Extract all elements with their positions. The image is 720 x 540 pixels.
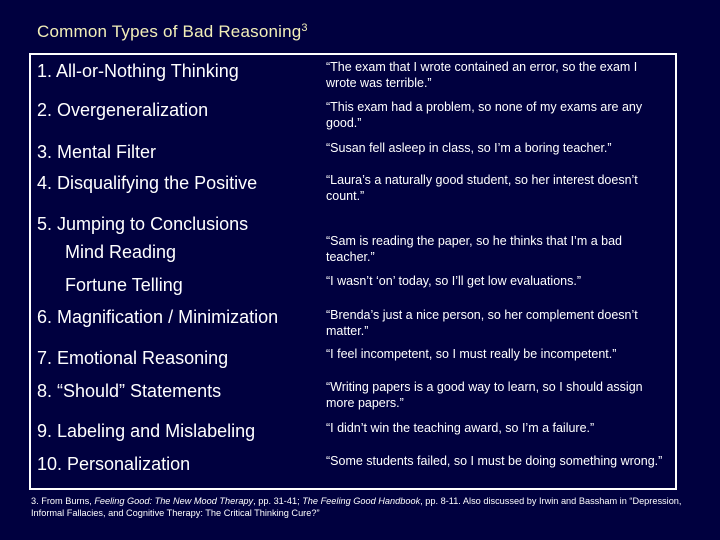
term-disqualifying-positive: 4. Disqualifying the Positive <box>37 173 258 193</box>
example-personalization: “Some students failed, so I must be doing something wrong.” <box>326 454 663 468</box>
term-fortune-telling: Fortune Telling <box>65 275 183 295</box>
example-all-or-nothing: “The exam that I wrote contained an error, so the exam I wrote was terrible.” <box>326 60 638 90</box>
example-disqualifying-positive: “Laura’s a naturally good student, so her interest doesn’t count.” <box>326 173 638 203</box>
example-emotional-reasoning: “I feel incompetent, so I must really be incompetent.” <box>326 347 617 361</box>
example-mind-reading: “Sam is reading the paper, so he thinks that I’m a bad teacher.” <box>326 234 623 264</box>
term-mind-reading: Mind Reading <box>65 242 177 262</box>
term-all-or-nothing: 1. All-or-Nothing Thinking <box>37 61 239 81</box>
footnote-part3: , pp. 8-11. Also discussed by Irwin and Bassham in “Depression, Informal Fallacies, and Cognitive Therapy: The Critical Thinking Cure?” <box>31 496 682 518</box>
term-emotional-reasoning: 7. Emotional Reasoning <box>37 348 229 368</box>
term-jumping-to-conclusions: 5. Jumping to Conclusions <box>37 214 249 234</box>
example-should-statements: “Writing papers is a good way to learn, so I should assign more papers.” <box>326 380 643 410</box>
footnote <box>31 495 701 519</box>
footnote-book1: Feeling Good: The New Mood Therapy <box>94 496 254 506</box>
slide-title <box>37 22 308 42</box>
footnote-ref: 3 <box>301 22 308 34</box>
example-overgeneralization: “This exam had a problem, so none of my exams are any good.” <box>326 100 643 130</box>
example-fortune-telling: “I wasn’t ‘on’ today, so I’ll get low evaluations.” <box>326 274 581 288</box>
footnote-part2: , pp. 31-41; <box>253 496 303 506</box>
footnote-book2: The Feeling Good Handbook <box>302 496 421 506</box>
term-labeling-mislabeling: 9. Labeling and Mislabeling <box>37 421 256 441</box>
footnote-part1: 3. From Burns, <box>31 496 95 506</box>
term-magnification-minimization: 6. Magnification / Minimization <box>37 307 279 327</box>
term-mental-filter: 3. Mental Filter <box>37 142 157 162</box>
term-should-statements: 8. “Should” Statements <box>37 381 222 401</box>
example-mental-filter: “Susan fell asleep in class, so I’m a boring teacher.” <box>326 141 612 155</box>
term-overgeneralization: 2. Overgeneralization <box>37 100 209 120</box>
example-labeling-mislabeling: “I didn’t win the teaching award, so I’m a failure.” <box>326 421 595 435</box>
example-magnification-minimization: “Brenda’s just a nice person, so her complement doesn’t matter.” <box>326 308 638 338</box>
term-personalization: 10. Personalization <box>37 454 191 474</box>
slide-title-text: Common Types of Bad Reasoning <box>37 22 302 41</box>
